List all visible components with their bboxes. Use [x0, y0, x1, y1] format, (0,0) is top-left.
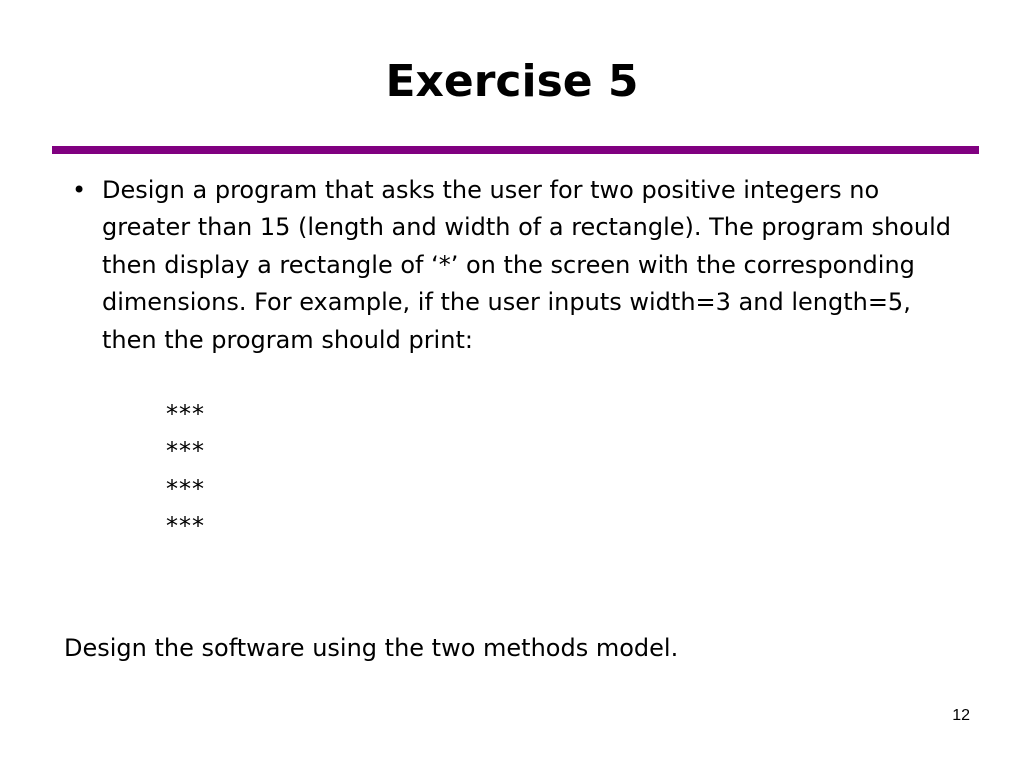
bullet-item [72, 172, 972, 359]
example-output [166, 396, 972, 546]
example-output-line: *** [166, 512, 205, 541]
bullet-marker: • [72, 176, 87, 204]
bullet-text: Design a program that asks the user for two positive integers no greater than 15 (length and width of a rectangle). The program should then display a rectangle of ‘*’ on the screen with the corresponding dimensions. For example, if the user inputs width=3 and length=5, then the program should print: [102, 176, 951, 354]
title-divider [52, 146, 979, 154]
slide-body [72, 172, 972, 546]
example-output-line: *** [166, 400, 205, 429]
closing-text: Design the software using the two methods model. [64, 634, 679, 662]
slide-title: Exercise 5 [385, 56, 639, 107]
example-output-line: *** [166, 437, 205, 466]
example-output-line: *** [166, 474, 205, 503]
page-number: 12 [952, 707, 970, 724]
